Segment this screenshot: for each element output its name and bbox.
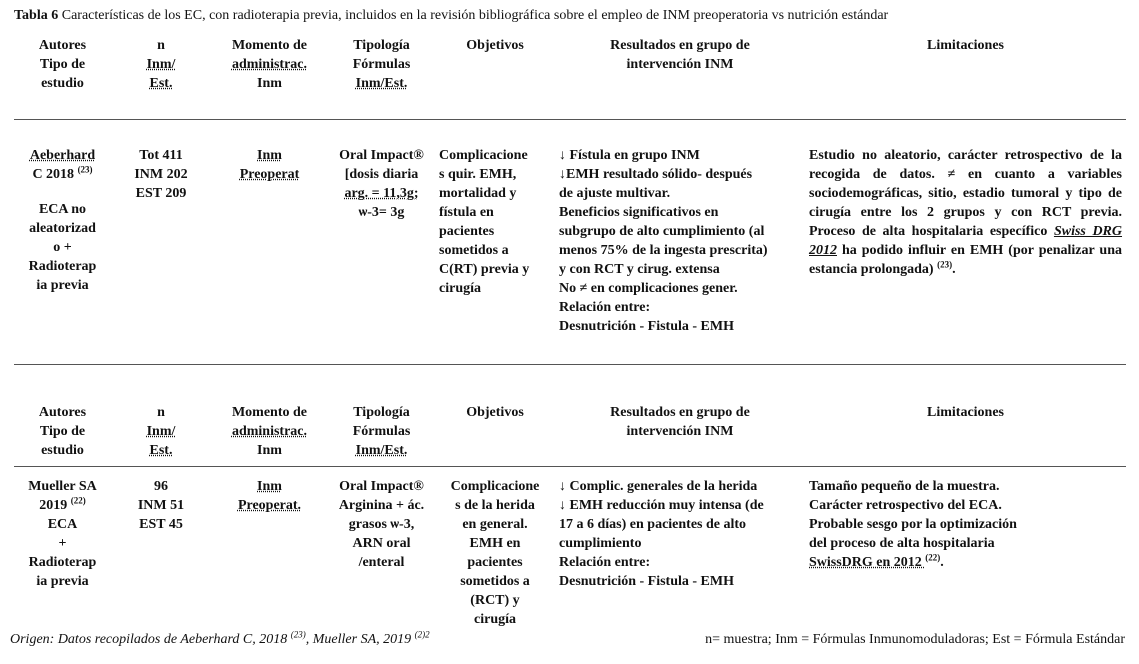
header-n: n Inm/ Est. [146, 38, 176, 91]
header-n: n Inm/ Est. [146, 405, 176, 458]
cell-resultados: ↓ Complic. generales de la herida ↓ EMH reducción muy intensa (de 17 a 6 días) en pacientes de alto cumplimiento Relación entre: Desnutrición - Fistula - EMH [559, 479, 764, 589]
caption-label: Tabla 6 [14, 8, 59, 23]
header-resultados: Resultados en grupo de intervención INM [610, 38, 750, 72]
cell-resultados: ↓ Fístula en grupo INM ↓EMH resultado sólido- después de ajuste multivar. Beneficios significativos en subgrupo de alto cumplimiento (al menos 75% de la ingesta prescrita) y con RCT y cirug. extensa No ≠ en complicaciones gener. Relación entre: Desnutrición - Fistula - EMH [559, 148, 768, 334]
cell-objetivos: Complicacione s quir. EMH, mortalidad y fístula en pacientes sometidos a C(RT) previa y cirugía [439, 148, 530, 296]
cell-objetivos: Complicacione s de la herida en general. EMH en pacientes sometidos a (RCT) y cirugía [450, 479, 540, 627]
header-row [14, 403, 1126, 467]
table-caption [14, 8, 888, 24]
header-momento: Momento de administrac. Inm [231, 38, 308, 91]
abbreviation-legend: n= muestra; Inm = Fórmulas Inmunomoduladoras; Est = Fórmula Estándar [705, 632, 1125, 647]
cell-n: 96 INM 51 EST 45 [137, 479, 185, 532]
cell-limitaciones: Estudio no aleatorio, carácter retrospectivo de la recogida de datos. ≠ en cuanto a variables sociodemográficas, sitio, estadio tumoral y tipo de cirugía entre los 2 grupos y con RCT previa. Proceso de alta hospitalaria específico Swiss DRG 2012 ha podido influir en EMH (por penalizar una estancia prolongada) $^{(23)}$. [809, 148, 1123, 277]
table-row [14, 120, 1126, 365]
cell-tipologia: Oral Impact® [dosis diaria arg. = 11,3g; ѡ-3= 3g [339, 148, 424, 220]
header-objetivos: Objetivos [466, 405, 524, 420]
source-note: Origen: Datos recopilados de Aeberhard C, 2018 $^{(23)}$, Mueller SA, 2019 $^{(2)2}$ [10, 629, 430, 647]
study-table-aeberhard [14, 36, 1126, 365]
cell-autores: Mueller SA 2019 $^{(22)}$ ECA + Radioterap ia previa [28, 479, 97, 589]
header-autores: Autores Tipo de estudio [38, 38, 87, 91]
swiss-drg-link: Swiss DRG 2012 [809, 224, 1123, 258]
cell-tipologia: Oral Impact® Arginina + ác. grasos ѡ-3, ARN oral /enteral [338, 479, 425, 570]
cell-momento: Inm Preoperat [239, 148, 300, 182]
header-limitaciones: Limitaciones [927, 405, 1004, 420]
cell-autores: Aeberhard C 2018 $^{(23)}$ ECA no aleatorizad o + Radioterap ia previa [28, 148, 97, 293]
table-row [14, 467, 1126, 630]
header-autores: Autores Tipo de estudio [38, 405, 87, 458]
cell-n: Tot 411 INM 202 EST 209 [134, 148, 188, 201]
cell-momento: Inm Preoperat. [237, 479, 302, 513]
header-resultados: Resultados en grupo de intervención INM [610, 405, 750, 439]
cell-limitaciones: Tamaño pequeño de la muestra. Carácter retrospectivo del ECA. Probable sesgo por la optimización del proceso de alta hospitalaria SwissDRG en 2012 $^{(22)}$. [809, 479, 1017, 570]
header-tipologia: Tipología Fórmulas Inm/Est. [352, 38, 411, 91]
header-tipologia: Tipología Fórmulas Inm/Est. [352, 405, 411, 458]
study-table-mueller [14, 403, 1126, 629]
header-momento: Momento de administrac. Inm [231, 405, 308, 458]
header-limitaciones: Limitaciones [927, 38, 1004, 53]
header-row [14, 36, 1126, 120]
header-objetivos: Objetivos [466, 38, 524, 53]
caption-text: Características de los EC, con radioterapia previa, incluidos en la revisión bibliográfica sobre el empleo de INM preoperatoria vs nutrición estándar [58, 8, 889, 23]
